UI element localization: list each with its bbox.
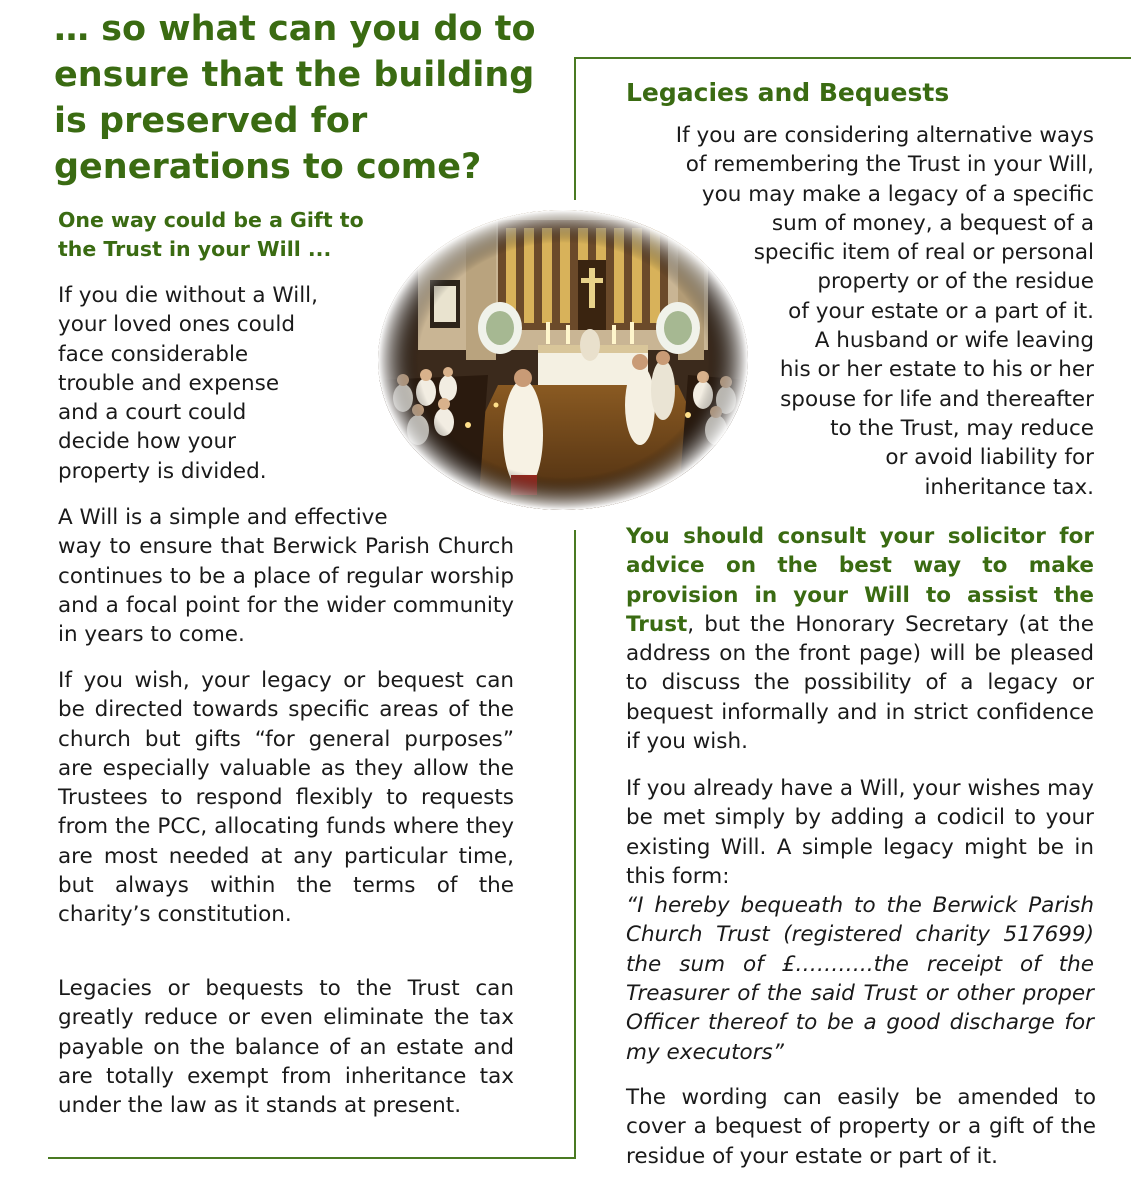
text-line: sum of money, a bequest of a	[771, 210, 1094, 236]
text-line: face considerable	[58, 341, 249, 367]
text-line: property or of the residue	[817, 269, 1094, 295]
text-line: his or her estate to his or her	[779, 357, 1094, 383]
text-line: or avoid liability for	[885, 445, 1094, 471]
left-subheading-line: the Trust in your Will ...	[58, 237, 332, 261]
solicitor-advice-emphasis: You should consult your solicitor for advice on the best way to make provision in your Will to assist the Trust	[626, 524, 1094, 637]
text-line: specific item of real or personal	[753, 240, 1094, 266]
text-line: If you die without a Will,	[58, 283, 318, 308]
consult-solicitor-paragraph	[626, 522, 1094, 756]
text-line: trouble and expense	[58, 370, 280, 396]
text-line: property is divided.	[58, 458, 267, 484]
text-run: , but the Honorary Secretary (at the address on the front page) will be pleased to discuss the possibility of a legacy or bequest informally and in strict confidence if you wish.	[626, 611, 1094, 755]
codicil-paragraph	[626, 774, 1094, 1067]
text-run: If you already have a Will, your wishes may be met simply by adding a codicil to your existing Will. A simple legacy might be in this form:	[626, 776, 1094, 889]
general-purposes-paragraph: If you wish, your legacy or bequest can be directed towards specific areas of the church but gifts “for general purposes” are especially valuable as they allow the Trustees to respond flexibly to requests from the PCC, allocating funds where they are most needed at any particular time, but always within the terms of the charity’s constitution.	[58, 668, 514, 928]
no-will-paragraph	[58, 281, 348, 486]
text-line: of your estate or a part of it.	[788, 298, 1094, 324]
text-line: decide how your	[58, 429, 236, 455]
sample-legacy-wording: “I hereby bequeath to the Berwick Parish Church Trust (registered charity 517699) the sum of £………..the receipt of the Treasurer of the said Trust or other proper Officer thereof to be a good discharge for my executors”	[626, 893, 1094, 1065]
alternative-ways-paragraph	[620, 121, 1094, 502]
left-subheading-line: One way could be a Gift to	[58, 208, 364, 232]
text-line: If you are considering alternative ways	[675, 123, 1094, 148]
text-line: inheritance tax.	[924, 474, 1094, 500]
text-run: way to ensure that Berwick Parish Church continues to be a place of regular worship and a focal point for the wider community in years to come.	[58, 534, 514, 648]
text-line: and a court could	[58, 400, 247, 426]
tax-benefit-paragraph: Legacies or bequests to the Trust can greatly reduce or even eliminate the tax payable on the balance of an estate and are totally exempt from inheritance tax under the law as it stands at present.	[58, 976, 514, 1119]
text-line: you may make a legacy of a specific	[701, 181, 1094, 207]
left-subheading	[58, 206, 364, 264]
text-line: your loved ones could	[58, 312, 296, 338]
page-headline: … so what can you do to ensure that the building is preserved for generations to come?	[54, 9, 536, 187]
text-line: A Will is a simple and effective	[58, 505, 388, 530]
will-purpose-paragraph	[58, 503, 514, 649]
text-line: A husband or wife leaving	[814, 328, 1094, 354]
text-line: to the Trust, may reduce	[830, 415, 1094, 441]
legacies-heading: Legacies and Bequests	[626, 78, 950, 107]
wording-amend-paragraph: The wording can easily be amended to cover a bequest of property or a gift of the residue of your estate or part of it.	[626, 1085, 1096, 1169]
text-line: of remembering the Trust in your Will,	[685, 152, 1094, 178]
text-line: spouse for life and thereafter	[780, 386, 1094, 412]
